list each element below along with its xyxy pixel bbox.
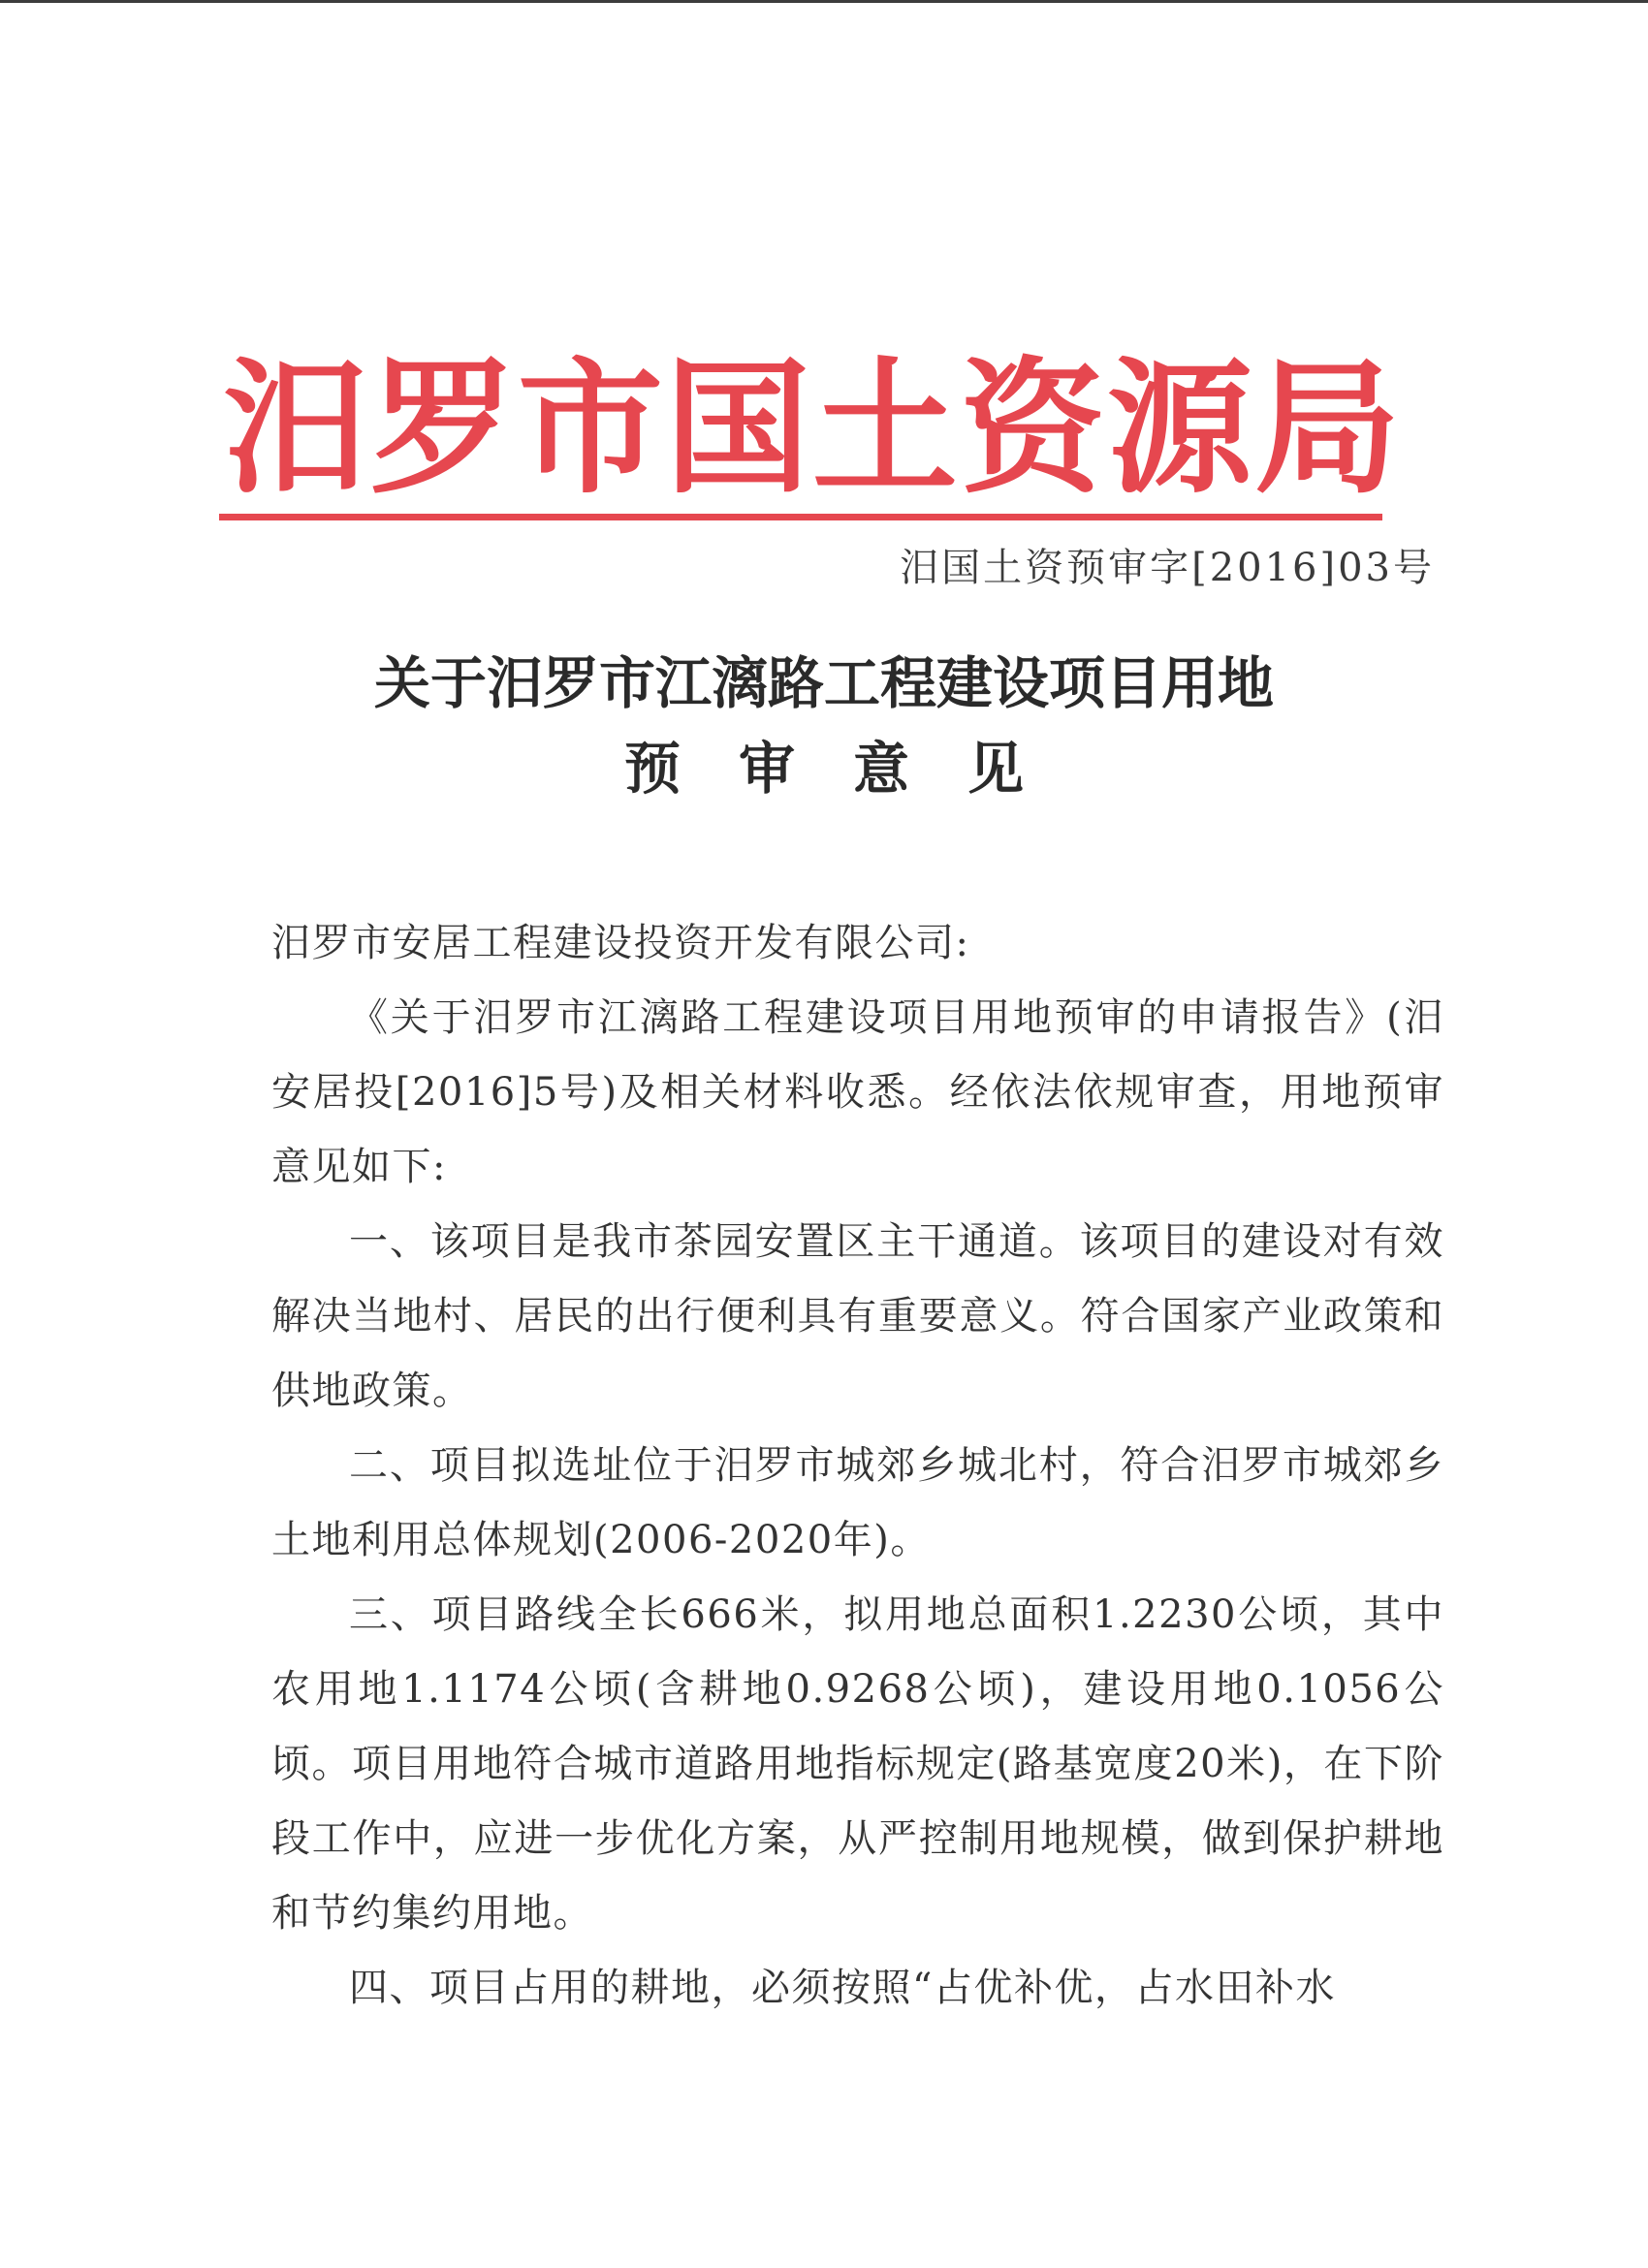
- item-paragraph-4: 四、项目占用的耕地，必须按照“占优补优，占水田补水: [349, 1966, 1336, 2010]
- item-paragraph-1: 一、该项目是我市茶园安置区主干通道。该项目的建设对有效解决当地村、居民的出行便利具有重要意义。符合国家产业政策和供地政策。: [271, 1219, 1444, 1413]
- item-paragraph-3: 三、项目路线全长666米，拟用地总面积1.2230公顷，其中农用地1.1174公顷(含耕地0.9268公顷)，建设用地0.1056公顷。项目用地符合城市道路用地指标规定(路基宽度20米)，在下阶段工作中，应进一步优化方案，从严控制用地规模，做到保护耕地和节约集约用地。: [271, 1592, 1444, 1936]
- document-title-line-1: 关于汨罗市江漓路工程建设项目用地: [373, 650, 1274, 716]
- document-body: [271, 906, 1444, 2026]
- intro-paragraph: 《关于汨罗市江漓路工程建设项目用地预审的申请报告》(汨安居投[2016]5号)及相关材料收悉。经依法依规审查，用地预审意见如下:: [271, 995, 1444, 1189]
- item-paragraph-2: 二、项目拟选址位于汨罗市城郊乡城北村，符合汨罗市城郊乡土地利用总体规划(2006-2020年)。: [271, 1443, 1444, 1562]
- red-divider-line: [219, 514, 1382, 520]
- document-number: 汨国土资预审字[2016]03号: [900, 546, 1435, 590]
- addressee: 汨罗市安居工程建设投资开发有限公司:: [271, 921, 970, 965]
- agency-masthead: 汨罗市国土资源局: [223, 343, 1403, 514]
- document-title-line-2: 预审意见: [623, 736, 1082, 802]
